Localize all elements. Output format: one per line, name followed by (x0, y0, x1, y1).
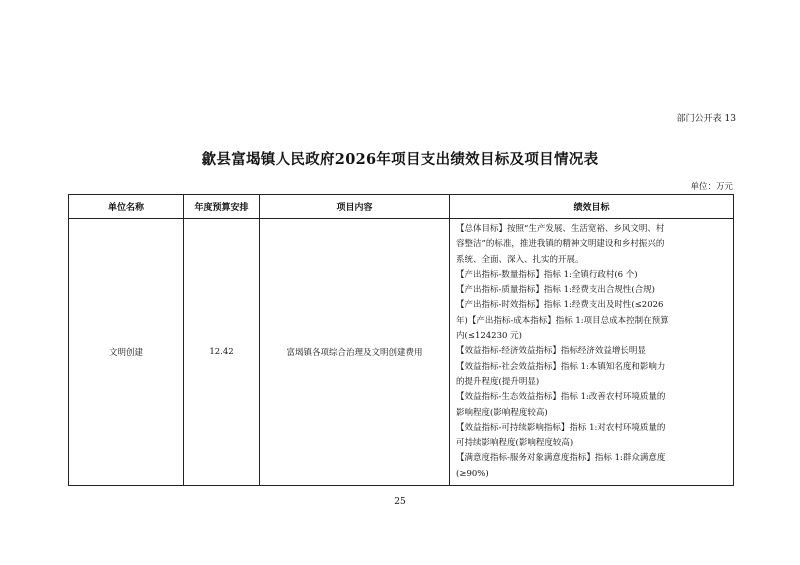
column-header-budget: 年度预算安排 (184, 195, 260, 219)
goal-line: 【效益指标-可持续影响指标】指标 1:对农村环境质量的 (456, 422, 666, 433)
goal-line: 容整洁”的标准，推进我镇的精神文明建设和乡村振兴的 (456, 239, 665, 250)
page-title: 歙县富堨镇人民政府2026年项目支出绩效目标及项目情况表 (201, 151, 599, 168)
goal-line: 【总体目标】按照“生产发展、生活宽裕、乡风文明、村 (456, 224, 665, 234)
goal-line: 【产出指标-数量指标】指标 1:全镇行政村(6 个) (456, 269, 638, 280)
unit-label: 单位：万元 (690, 182, 733, 192)
goal-line: (≥90%) (456, 468, 489, 479)
goal-line: 【满意度指标-服务对象满意度指标】指标 1:群众满意度 (456, 453, 666, 464)
goal-line: 内(≤124230 元) (456, 331, 522, 342)
goal-line: 可持续影响程度(影响程度较高) (456, 438, 574, 449)
goal-line: 【效益指标-社会效益指标】指标 1:本镇知名度和影响力 (456, 361, 666, 372)
goal-line: 的提升程度(提升明显) (456, 376, 540, 387)
goal-line: 年)【产出指标-成本指标】指标 1:项目总成本控制在预算 (456, 315, 669, 326)
goal-line: 【效益指标-生态效益指标】指标 1:改善农村环境质量的 (456, 392, 666, 403)
cell-unit-name: 文明创建 (69, 219, 184, 486)
cell-content: 富堨镇各项综合治理及文明创建费用 (260, 219, 450, 486)
document-label: 部门公开表 13 (676, 114, 736, 124)
table-row (69, 219, 734, 486)
goal-line: 【产出指标-质量指标】指标 1:经费支出合规性(合规) (456, 285, 655, 296)
page-number: 25 (394, 497, 406, 507)
goal-line: 影响程度(影响程度较高) (456, 407, 548, 418)
cell-goals (450, 219, 734, 486)
column-header-content: 项目内容 (260, 195, 450, 219)
goal-line: 系统、全面、深入、扎实的开展。 (456, 254, 584, 265)
column-header-unit-name: 单位名称 (69, 195, 184, 219)
cell-budget: 12.42 (184, 219, 260, 486)
performance-table (68, 194, 734, 486)
column-header-goals: 绩效目标 (450, 195, 734, 219)
goal-line: 【效益指标-经济效益指标】指标经济效益增长明显 (456, 346, 646, 357)
table-header-row (69, 195, 734, 219)
goal-line: 【产出指标-时效指标】指标 1:经费支出及时性(≤2026 (456, 300, 664, 311)
